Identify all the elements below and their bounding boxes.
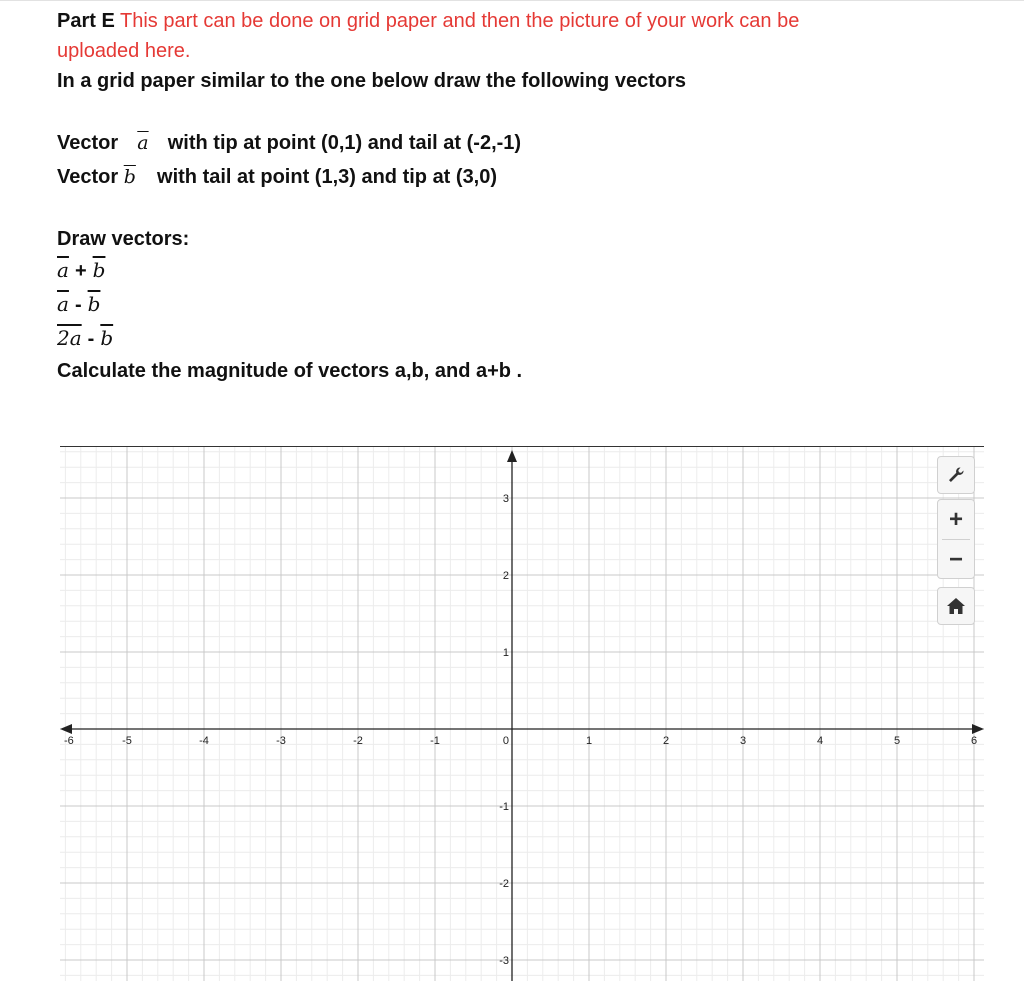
vector-a-prefix: Vector xyxy=(57,132,119,154)
home-icon xyxy=(946,597,966,615)
vector-b-symbol: $\overline{b}$ xyxy=(123,166,136,188)
vector-a-line xyxy=(57,126,957,160)
x-tick-label: 2 xyxy=(662,735,670,747)
expr-op: - xyxy=(87,328,95,350)
y-tick-label: 3 xyxy=(502,493,509,505)
vector-b-desc: with tail at point (1,3) and tip at (3,0) xyxy=(157,166,498,188)
instruction-main: In a grid paper similar to the one below draw the following vectors xyxy=(57,70,686,92)
x-axis-arrow-right xyxy=(972,724,984,734)
expression-2a-minus-b xyxy=(57,322,957,356)
x-tick-label: -6 xyxy=(64,735,74,747)
part-label: Part E xyxy=(57,10,115,32)
y-tick-label: -2 xyxy=(499,878,509,890)
x-tick-label: -5 xyxy=(122,735,132,747)
expr-left: 2a xyxy=(57,326,82,350)
coordinate-grid[interactable] xyxy=(60,446,984,981)
vector-b-prefix: Vector xyxy=(57,166,119,188)
x-tick-label: -3 xyxy=(276,735,286,747)
instruction-red: This part can be done on grid paper and then the picture of your work can be xyxy=(120,10,800,32)
expression-a-minus-b xyxy=(57,288,957,322)
x-axis-arrow-left xyxy=(60,724,72,734)
question-text xyxy=(57,6,957,386)
expr-right: $\overline{b}$ xyxy=(100,326,114,350)
y-tick-label: 1 xyxy=(502,647,509,659)
home-button[interactable] xyxy=(937,587,975,625)
vector-a-symbol: $\overline{a}$ xyxy=(137,132,149,154)
expr-op: - xyxy=(74,294,82,316)
draw-heading: Draw vectors: xyxy=(57,228,190,250)
expr-left: $\overline{a}$ xyxy=(57,292,69,316)
wrench-icon xyxy=(946,465,966,485)
zoom-in-button[interactable]: + xyxy=(948,505,963,533)
zoom-controls xyxy=(937,499,975,579)
expr-right: $\overline{b}$ xyxy=(87,292,101,316)
x-tick-label: -1 xyxy=(430,735,440,747)
y-tick-label: -3 xyxy=(499,955,509,967)
x-tick-label: -2 xyxy=(353,735,363,747)
x-tick-label: 4 xyxy=(816,735,824,747)
expr-op: + xyxy=(74,260,87,282)
expr-left: $\overline{a}$ xyxy=(57,258,69,282)
vector-b-line xyxy=(57,160,957,194)
zoom-out-button[interactable]: − xyxy=(948,545,963,573)
grid-canvas[interactable] xyxy=(60,446,984,981)
y-tick-label: -1 xyxy=(499,801,509,813)
x-tick-label: -4 xyxy=(199,735,209,747)
expression-a-plus-b xyxy=(57,254,957,288)
x-tick-label: 6 xyxy=(970,735,978,747)
vector-a-desc: with tip at point (0,1) and tail at (-2,-1) xyxy=(167,132,522,154)
x-tick-label: 3 xyxy=(739,735,747,747)
x-tick-label: 1 xyxy=(585,735,593,747)
x-tick-label: 5 xyxy=(893,735,901,747)
top-divider xyxy=(0,0,1024,1)
instruction-red-cont: uploaded here. xyxy=(57,40,191,62)
expr-right: $\overline{b}$ xyxy=(92,258,106,282)
settings-button[interactable] xyxy=(937,456,975,494)
x-tick-label: 0 xyxy=(502,735,509,747)
instruction-line-1 xyxy=(57,6,957,36)
y-tick-label: 2 xyxy=(502,570,509,582)
magnitude-prompt: Calculate the magnitude of vectors a,b, and a+b . xyxy=(57,360,523,382)
